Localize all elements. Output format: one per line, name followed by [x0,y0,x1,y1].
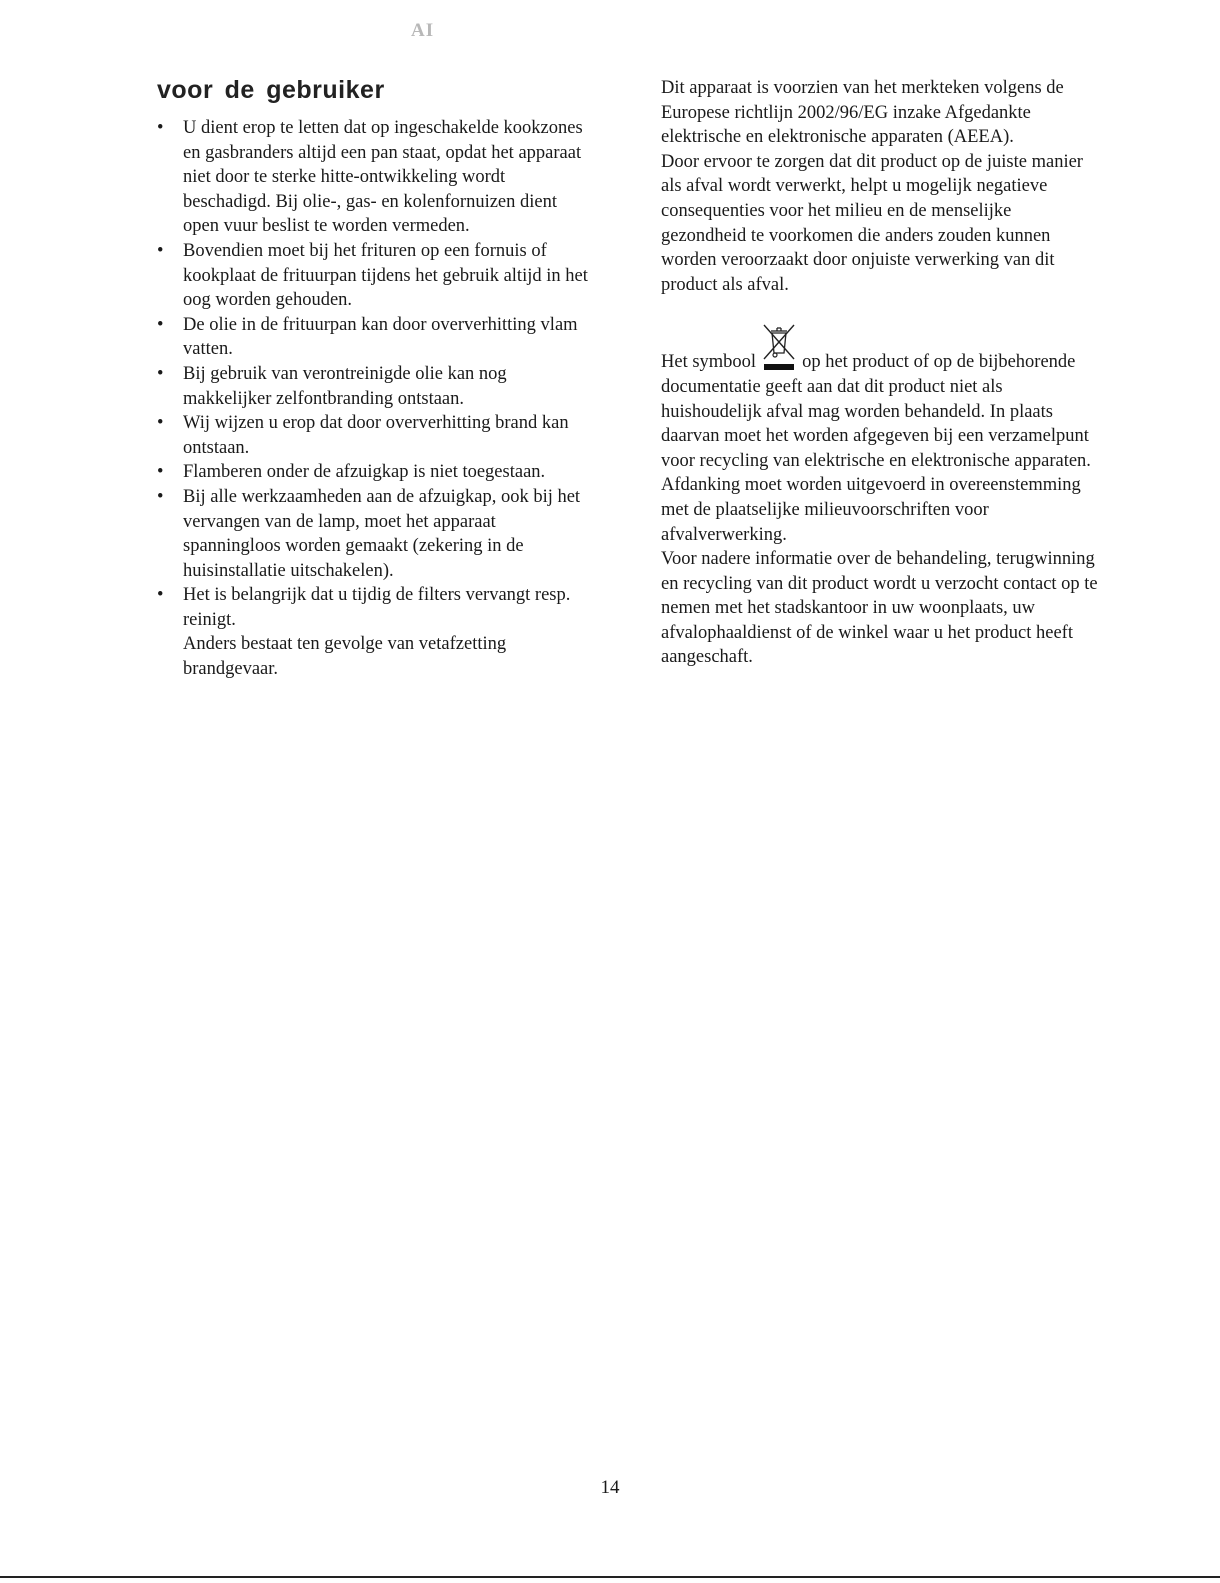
bullet-marker: • [157,462,164,483]
list-item [157,362,597,411]
bottom-divider [0,1576,1220,1578]
right-column [661,76,1101,670]
disposal-paragraph: Door ervoor te zorgen dat dit product op de juiste manier als afval wordt verwerkt, helpt u mogelijk negatieve consequenties voor het milieu en de menselijke gezondheid te voorkomen die anders zouden kunnen worden veroorzaakt door onjuiste verwerking van dit product als afval. [661,151,1083,295]
section-title: voor de gebruiker [157,76,385,104]
list-item-text: Bovendien moet bij het frituren op een fornuis of kookplaat de frituurpan tijdens het gebruik altijd in het oog worden gehouden. [183,240,588,311]
list-item-text: Wij wijzen u erop dat door oververhitting brand kan ontstaan. [183,413,569,458]
symbol-text-after: op het product of op de bijbehorende documentatie geeft aan dat dit product niet als huishoudelijk afval mag worden behandeld. In plaats daarvan moet het worden afgegeven bij een verzamelpunt voor recycling van elektrische en elektronische apparaten. [661,352,1091,471]
contact-paragraph: Voor nadere informatie over de behandeling, terugwinning en recycling van dit product wordt u verzocht contact op te nemen met het stadskantoor in uw woonplaats, uw afvalophaaldienst of de winkel waar u het product heeft aangeschaft. [661,549,1098,668]
safety-bullet-list [157,116,597,682]
list-item [157,460,597,485]
list-item [157,239,597,313]
list-item-continuation: Anders bestaat ten gevolge van vetafzetting brandgevaar. [183,634,507,680]
left-column [157,74,597,682]
header-logo-mark: AI [411,20,435,41]
list-item [157,411,597,460]
list-item [157,313,597,362]
bullet-marker: • [157,413,164,434]
list-item-text: Bij alle werkzaamheden aan de afzuigkap, ook bij het vervangen van de lamp, moet het apparaat spanningloos worden gemaakt (zekering in de huisinstallatie uitschakelen). [183,486,581,581]
symbol-paragraph [661,323,1101,473]
bullet-marker: • [157,486,164,507]
crossed-out-wheelie-bin-icon [762,323,796,371]
regulations-paragraph: Afdanking moet worden uitgevoerd in overeenstemming met de plaatselijke milieuvoorschriften voor afvalverwerking. [661,475,1081,545]
page-number: 14 [600,1477,620,1498]
list-item [157,116,597,239]
bullet-marker: • [157,363,164,384]
list-item [157,583,597,681]
list-item-text: Bij gebruik van verontreinigde olie kan nog makkelijker zelfontbranding ontstaan. [183,363,507,409]
bullet-marker: • [157,118,164,138]
bullet-marker: • [157,585,164,606]
list-item-text: De olie in de frituurpan kan door oververhitting vlam vatten. [183,314,578,360]
weee-directive-paragraph: Dit apparaat is voorzien van het merkteken volgens de Europese richtlijn 2002/96/EG inzake Afgedankte elektrische en elektronische apparaten (AEEA). [661,78,1064,148]
list-item [157,485,597,583]
wheelie-bin-svg [762,323,796,371]
list-item-text: Flamberen onder de afzuigkap is niet toegestaan. [183,462,546,483]
list-item-text: Het is belangrijk dat u tijdig de filters vervangt resp. reinigt. [183,585,571,630]
bullet-marker: • [157,314,164,335]
symbol-text-before: Het symbool [661,352,757,373]
bullet-marker: • [157,240,164,261]
list-item-text: U dient erop te letten dat op ingeschakelde kookzones en gasbranders altijd een pan staat, opdat het apparaat niet door te sterke hitte-ontwikkeling wordt beschadigd. Bij olie-, gas- en kolenfornuizen dient open vuur beslist te worden vermeden. [183,118,583,237]
